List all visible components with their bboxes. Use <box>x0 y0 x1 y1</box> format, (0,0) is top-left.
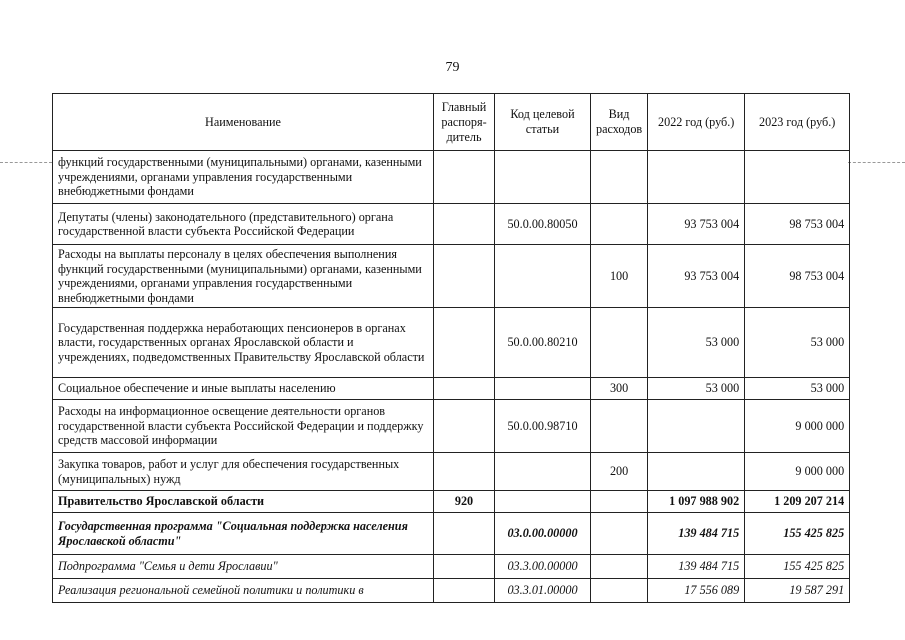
cell-amount-2023: 19 587 291 <box>745 579 850 603</box>
table-row <box>53 308 850 378</box>
header-2022: 2022 год (руб.) <box>648 94 745 151</box>
cell-chief-administrator <box>434 308 495 378</box>
cell-target-code <box>495 151 591 204</box>
table-row <box>53 491 850 513</box>
cell-amount-2022: 17 556 089 <box>648 579 745 603</box>
table-row <box>53 378 850 400</box>
cell-expense-type: 200 <box>591 453 648 491</box>
cell-chief-administrator <box>434 513 495 555</box>
header-expense-type: Вид расходов <box>591 94 648 151</box>
cell-target-code: 50.0.00.80210 <box>495 308 591 378</box>
cell-name: Государственная программа "Социальная поддержка населения Ярославской области" <box>53 513 434 555</box>
cell-chief-administrator <box>434 400 495 453</box>
cell-target-code <box>495 245 591 308</box>
cell-chief-administrator <box>434 453 495 491</box>
cell-name: Государственная поддержка неработающих пенсионеров в органах власти, государственных органах Ярославской области и учреждениях, подведомственных Правительству Ярославской области <box>53 308 434 378</box>
cell-name: функций государственными (муниципальными) органами, казенными учреждениями, органами управления государственными внебюджетными фондами <box>53 151 434 204</box>
cell-name: Реализация региональной семейной политики и политики в <box>53 579 434 603</box>
cell-amount-2022: 139 484 715 <box>648 513 745 555</box>
cell-amount-2022 <box>648 400 745 453</box>
cell-amount-2022 <box>648 151 745 204</box>
header-target-code: Код целевой статьи <box>495 94 591 151</box>
cell-chief-administrator <box>434 555 495 579</box>
table-row <box>53 245 850 308</box>
cell-amount-2023: 155 425 825 <box>745 555 850 579</box>
cell-name: Расходы на информационное освещение деятельности органов государственной власти субъекта Российской Федерации и поддержку средств массовой информации <box>53 400 434 453</box>
table-row <box>53 513 850 555</box>
header-row <box>53 94 850 151</box>
cell-expense-type <box>591 204 648 245</box>
cell-expense-type: 100 <box>591 245 648 308</box>
cell-target-code: 50.0.00.98710 <box>495 400 591 453</box>
cell-name: Депутаты (члены) законодательного (представительного) органа государственной власти субъекта Российской Федерации <box>53 204 434 245</box>
scan-dash-right <box>848 162 905 163</box>
header-name: Наименование <box>53 94 434 151</box>
cell-name: Подпрограмма "Семья и дети Ярославии" <box>53 555 434 579</box>
cell-name: Социальное обеспечение и иные выплаты населению <box>53 378 434 400</box>
cell-name: Правительство Ярославской области <box>53 491 434 513</box>
cell-target-code <box>495 378 591 400</box>
cell-amount-2023 <box>745 151 850 204</box>
cell-target-code: 50.0.00.80050 <box>495 204 591 245</box>
cell-amount-2023: 98 753 004 <box>745 245 850 308</box>
cell-amount-2023: 53 000 <box>745 378 850 400</box>
cell-amount-2023: 155 425 825 <box>745 513 850 555</box>
cell-chief-administrator <box>434 579 495 603</box>
table-header <box>53 94 850 151</box>
cell-target-code <box>495 453 591 491</box>
table-row <box>53 151 850 204</box>
table-row <box>53 579 850 603</box>
table-body <box>53 151 850 603</box>
cell-target-code: 03.3.00.00000 <box>495 555 591 579</box>
budget-table <box>52 93 850 603</box>
cell-amount-2023: 9 000 000 <box>745 400 850 453</box>
table-row <box>53 204 850 245</box>
cell-expense-type <box>591 555 648 579</box>
table-row <box>53 453 850 491</box>
header-2023: 2023 год (руб.) <box>745 94 850 151</box>
cell-expense-type <box>591 513 648 555</box>
cell-chief-administrator <box>434 245 495 308</box>
cell-expense-type <box>591 491 648 513</box>
cell-amount-2022: 1 097 988 902 <box>648 491 745 513</box>
cell-target-code: 03.0.00.00000 <box>495 513 591 555</box>
cell-target-code: 03.3.01.00000 <box>495 579 591 603</box>
cell-amount-2022: 53 000 <box>648 378 745 400</box>
cell-amount-2023: 9 000 000 <box>745 453 850 491</box>
cell-expense-type <box>591 579 648 603</box>
cell-amount-2023: 1 209 207 214 <box>745 491 850 513</box>
cell-amount-2022 <box>648 453 745 491</box>
table-row <box>53 400 850 453</box>
cell-name: Закупка товаров, работ и услуг для обеспечения государственных (муниципальных) нужд <box>53 453 434 491</box>
cell-amount-2022: 93 753 004 <box>648 245 745 308</box>
cell-amount-2023: 53 000 <box>745 308 850 378</box>
cell-amount-2022: 93 753 004 <box>648 204 745 245</box>
cell-expense-type <box>591 308 648 378</box>
cell-expense-type: 300 <box>591 378 648 400</box>
cell-amount-2023: 98 753 004 <box>745 204 850 245</box>
cell-chief-administrator <box>434 204 495 245</box>
cell-chief-administrator <box>434 378 495 400</box>
cell-chief-administrator <box>434 151 495 204</box>
scan-dash-left <box>0 162 52 163</box>
cell-target-code <box>495 491 591 513</box>
cell-name: Расходы на выплаты персоналу в целях обеспечения выполнения функций государственными (муниципальными) органами, казенными учреждениями, органами управления государственными внебюджетными фондами <box>53 245 434 308</box>
cell-amount-2022: 139 484 715 <box>648 555 745 579</box>
header-chief-administrator: Главный распоря-дитель <box>434 94 495 151</box>
page-number: 79 <box>445 60 460 75</box>
cell-amount-2022: 53 000 <box>648 308 745 378</box>
cell-expense-type <box>591 151 648 204</box>
cell-expense-type <box>591 400 648 453</box>
table-row <box>53 555 850 579</box>
cell-chief-administrator: 920 <box>434 491 495 513</box>
